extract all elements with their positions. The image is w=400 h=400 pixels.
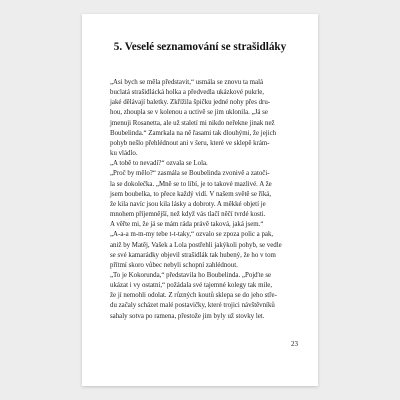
text-line: A věřte mi, že já se mám ráda právě taková, jaká jsem.“: [110, 221, 264, 229]
book-page: [82, 14, 318, 386]
text-line: že kila navíc jsou kila lásky a dobroty. A měkké objetí je: [110, 200, 266, 208]
text-line: aniž by Matěj, Vašek a Lola postřehli jakýkoli pohyb, se vedle: [110, 241, 282, 249]
text-line: „A tobě to nevadí?“ ozvala se Lola.: [110, 160, 208, 168]
paragraph: [102, 169, 298, 230]
text-line: „Proč by mělo?“ zasmála se Boubelinda zvonivě a zatoči-: [110, 170, 270, 178]
paragraph: [102, 230, 298, 271]
text-line: přítmí skoro vůbec nebyli schopní zahlédnout.: [110, 261, 238, 269]
text-line: ukázat i vy ostatní,“ požádala své tajemné kolegy tak mile,: [110, 282, 273, 290]
text-line: sahaly sotva po ramena, přestože jim byly už stovky let.: [110, 312, 265, 320]
text-line: buclatá strašidlácká holka a předvedla ukázkové pukrle,: [110, 89, 265, 97]
paragraph: [102, 159, 298, 169]
text-line: ku vládlo.: [110, 150, 138, 158]
paragraph: [102, 271, 298, 322]
chapter-body: [102, 78, 298, 322]
text-line: la se dokolečka. „Mně se to líbí, je to takové mazlivé. A že: [110, 180, 272, 188]
chapter-title: 5. Veselé seznamování se strašidláky: [113, 41, 287, 53]
text-line: se své kamarádky objevil strašidlák tak hubený, že ho v tom: [110, 251, 276, 259]
text-line: „To je Kokorunda,“ představila ho Boubelinda. „Pojďte se: [110, 271, 272, 279]
text-line: hou, zhoupla se v kolenou a uctivě se jim uklonila. „Já se: [110, 109, 268, 117]
paragraph: [102, 78, 298, 159]
text-line: že jí nemohli odolat. Z různých koutů sklepa se do jeho stře-: [110, 292, 277, 300]
text-line: jmenuji Rosanetta, ale už staletí mi nikdo neřekne jinak než: [110, 119, 275, 127]
text-line: mnohem příjemnější, než když vás tlačí něčí tvrdé kosti.: [110, 211, 266, 219]
text-line: „Asi bych se měla představit,“ usmála se znovu ta malá: [110, 79, 264, 86]
text-line: jaké dělávají baletky. Zkřížila špičku jedné nohy přes dru-: [110, 99, 271, 107]
text-line: Boubelinda.“ Zamrkala na ně řasami tak dlouhými, že jejich: [110, 129, 277, 137]
text-line: du začaly scházet malé postavičky, které trojici návštěvníků: [110, 302, 275, 310]
page-number: 23: [291, 340, 298, 348]
text-line: pohyb nešlo přehlédnout ani v šeru, které ve sklepě krám-: [110, 139, 270, 147]
text-line: jsem boubelka, to přece každý vidí. V našem světě se říká,: [110, 190, 272, 198]
text-line: „A-a-a m-m-my tebe t-t-taky,“ ozvalo se zpoza polic a pak,: [110, 231, 274, 239]
